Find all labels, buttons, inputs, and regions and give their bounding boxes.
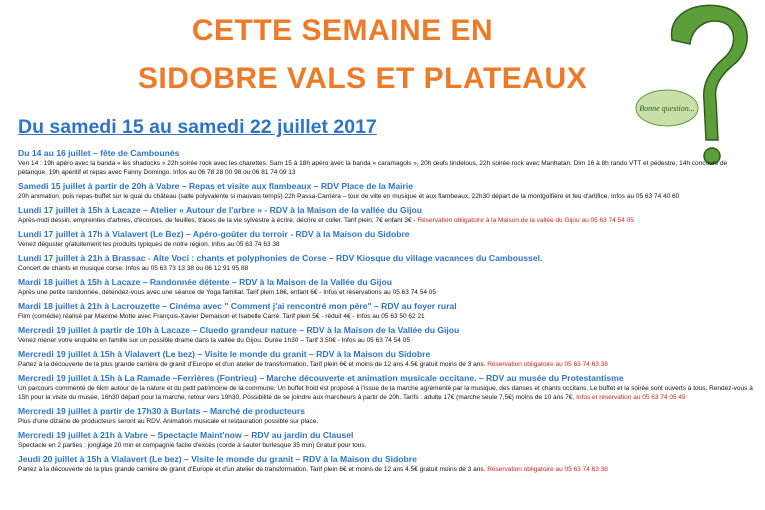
event-item <box>18 277 753 297</box>
event-heading: Du 14 au 16 juillet – fête de Cambounès <box>18 148 180 158</box>
event-description-text: Venez mener votre enquête en famille sur un possible drame dans la vallée du Gijou. Durée 1h30 – Tarif 3.50€ - Infos au 05 63 74 54 05 <box>18 337 410 344</box>
event-heading: Mercredi 19 juillet à 21h à Vabre – Spectacle Maint'now – RDV au jardin du Clausel <box>18 430 354 440</box>
event-description <box>18 192 753 201</box>
event-description <box>18 264 753 273</box>
event-description <box>18 441 753 450</box>
date-range-subtitle: Du samedi 15 au samedi 22 juillet 2017 <box>18 116 377 138</box>
event-heading: Jeudi 20 juillet à 15h à Vialavert (Le bez) – Visite le monde du granit – RDV à la Maison du Sidobre <box>18 454 417 464</box>
event-reservation-note: Réservation obligatoire à la Maison de la vallée du Gijou au 05 63 74 54 05 <box>417 217 634 224</box>
event-description <box>18 384 753 402</box>
event-description <box>18 417 753 426</box>
event-heading: Lundi 17 juillet à 17h à Vialavert (Le Bez) – Apéro-goûter du terroir - RDV à la Maison du Sidobre <box>18 229 410 239</box>
event-item <box>18 148 753 177</box>
event-heading: Mercredi 19 juillet à partir de 10h à Lacaze – Cluedo grandeur nature – RDV à la Maison de la Vallée du Gijou <box>18 325 460 335</box>
event-item <box>18 325 753 345</box>
event-description-text: Après-midi dessin, empreintes d'arbres, d'écorces, de feuilles, traces de la vie sylvestre à écrire, décrire et coller. Tarif plein: 7€ enfant 3€ - <box>18 217 416 224</box>
event-description <box>18 312 753 321</box>
event-description-text: Plus d'une dizaine de producteurs seront au RDV. Animation musicale et restauration possible sur place. <box>18 418 319 425</box>
event-reservation-note: Réservation obligatoire au 05 63 74 63 38 <box>487 361 608 368</box>
event-heading: Mercredi 19 juillet à partir de 17h30 à Burlats – Marché de producteurs <box>18 406 306 416</box>
page-title-line-2: SIDOBRE VALS ET PLATEAUX <box>137 62 588 95</box>
event-description-text: Concert de chants et musique corse. Infos au 05 63 73 13 38 ou 06 12 91 95 88 <box>18 265 249 272</box>
events-list <box>18 148 753 478</box>
event-item <box>18 406 753 426</box>
event-heading: Mercredi 19 juillet à 15h à Vialavert (Le bez) – Visite le monde du granit – RDV à la Maison du Sidobre <box>18 349 431 359</box>
event-reservation-note: Réservation obligatoire au 05 63 74 63 38 <box>487 466 608 473</box>
event-item <box>18 301 753 321</box>
event-item <box>18 454 753 474</box>
event-heading: Lundi 17 juillet à 21h à Brassac - Alte Voci : chants et polyphonies de Corse – RDV Kiosque du village vacances du Camboussel. <box>18 253 543 263</box>
event-description <box>18 360 753 369</box>
event-description-text: Spectacle en 2 parties : jonglage 20 min et compagnie facile d'excès (corde à sauter burlesque 35 min) Gratuit pour tous. <box>18 442 367 449</box>
event-description-text: Un parcours commenté de 6km autour de la nature et du petit patrimoine de la commune. Un buffet froid est proposé à l'issue de la marche agrémenté par la musique, des danses et chants occitans. Le buffet et la soirée sont ouverts à tous. Rendez-vous à 15h pour la visite du musée, 16h30 départ pour la marche, retour vers 19h30. Possibilité de se joindre aux marcheurs à partir de 20h. Tarifs : adulte 17€ (marche seule 7,5€) moins de 10 ans 7€. <box>18 385 753 401</box>
event-item <box>18 373 753 402</box>
event-item <box>18 253 753 273</box>
event-description <box>18 216 753 225</box>
event-description <box>18 240 753 249</box>
event-item <box>18 205 753 225</box>
event-item <box>18 430 753 450</box>
event-item <box>18 181 753 201</box>
event-heading: Lundi 17 juillet à 15h à Lacaze – Atelier « Autour de l'arbre » - RDV à la Maison de la vallée du Gijou <box>18 205 422 215</box>
event-description-text: Ven 14 : 19h apéro avec la banda « les shadocks » 22h soirée rock avec les charettes. Sam 15 à 18h apéro avec la banda « caramagols », 20h œufs tindelous, 22h soirée rock avec Manhatan. Dim 16 à 8h rando VTT et pédestre, 14h concours de pétanque, 19h apéritif et repas avec Fanny Domingo. Infos au 06 78 28 00 98 ou 06 81 74 09 13 <box>18 160 728 176</box>
event-heading: Samedi 15 juillet à partir de 20h à Vabre – Repas et visite aux flambeaux – RDV Place de la Mairie <box>18 181 414 191</box>
speech-bubble-text: Bonne question... <box>639 104 695 113</box>
event-item <box>18 349 753 369</box>
question-mark-mascot-illustration <box>632 0 757 170</box>
event-description <box>18 336 753 345</box>
event-description <box>18 288 753 297</box>
event-description-text: Venez déguster gratuitement les produits typiques de notre région. Infos au 05 63 74 63 38 <box>18 241 280 248</box>
event-heading: Mardi 18 juillet à 15h à Lacaze – Randonnée détente – RDV à la Maison de la Vallée du Gijou <box>18 277 392 287</box>
event-heading: Mercredi 19 juillet à 15h à La Ramade –Ferrières (Fontrieu) – Marche découverte et animation musicale occitane. – RDV au musée du Protestantisme <box>18 373 624 383</box>
event-heading: Mardi 18 juillet à 21h à Lacrouzette – Cinéma avec " Comment j'ai rencontré mon père" – RDV au foyer rural <box>18 301 457 311</box>
event-description-text: Après une petite randonnée, détendez-vous avec une séance de Yoga familial. Tarif plein 18€, enfant 6€ - Infos et réservations au 05 63 74 54 05 <box>18 289 436 296</box>
event-item <box>18 229 753 249</box>
event-description-text: 20h animation, puis repas-buffet sur le quai du château (salle polyvalente si mauvais temps) 22h Passa-Carrièra – tour de ville en musique et aux flambeaux, 22h30 départ de la montgolfière et feu d'artifice. Infos au 05 63 74 40 60 <box>18 193 680 200</box>
event-description-text: Film (comédie) réalisé par Maxime Motte avec François-Xavier Demaison et Isabelle Carré. Tarif plein 5€ - réduit 4€ - Infos au 05 63 50 62 21 <box>18 313 425 320</box>
event-description <box>18 159 753 177</box>
event-description-text: Partez à la découverte de la plus grande carrière de granit d'Europe et d'un atelier de transformation. Tarif plein 6€ et moins de 12 ans 4.5€ gratuit moins de 3 ans. <box>18 466 486 473</box>
event-description <box>18 465 753 474</box>
page-title-line-1: CETTE SEMAINE EN <box>191 14 494 47</box>
event-reservation-note: Infos et réservation au 05 63 74 05 49 <box>576 394 686 401</box>
event-description-text: Partez à la découverte de la plus grande carrière de granit d'Europe et d'un atelier de transformation. Tarif plein 6€ et moins de 12 ans 4.5€ gratuit moins de 3 ans. <box>18 361 486 368</box>
